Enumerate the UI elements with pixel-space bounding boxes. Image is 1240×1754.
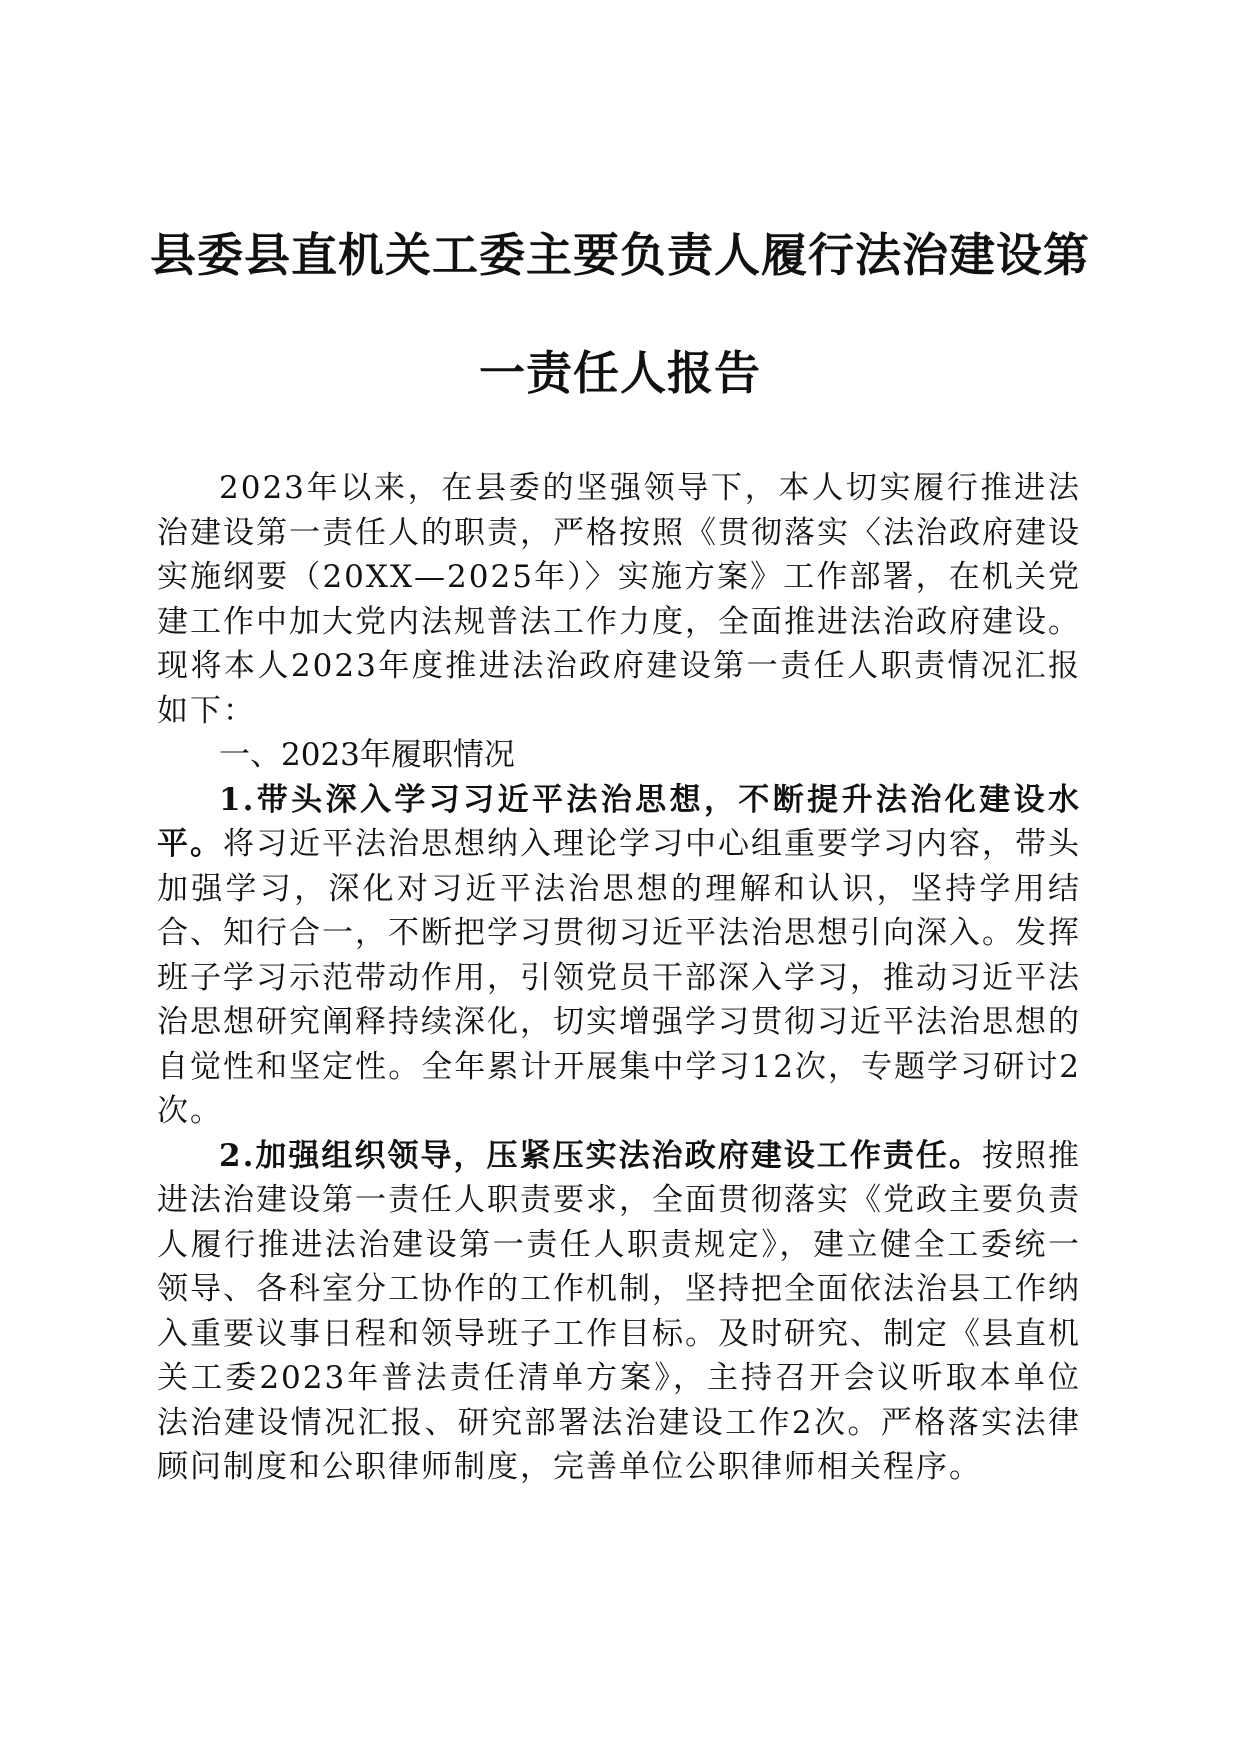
item-paragraph-1 bbox=[157, 778, 1081, 1134]
item-1-lead: 1.带头深入学习习近平法治思想，不断提升法治化建设水平。 bbox=[157, 781, 1081, 862]
item-paragraph-2 bbox=[157, 1134, 1081, 1490]
intro-paragraph: 2023年以来，在县委的坚强领导下，本人切实履行推进法治建设第一责任人的职责，严格按照《贯彻落实〈法治政府建设实施纲要（20XX—2025年）〉实施方案》工作部署，在机关党建工作中加大党内法规普法工作力度，全面推进法治政府建设。现将本人2023年度推进法治政府建设第一责任人职责情况汇报如下： bbox=[157, 470, 1081, 729]
item-2-lead: 2.加强组织领导，压紧压实法治政府建设工作责任。 bbox=[219, 1137, 982, 1174]
document-body bbox=[157, 466, 1081, 1490]
section-heading: 一、2023年履职情况 bbox=[219, 737, 515, 773]
document-title-line-2: 一责任人报告 bbox=[479, 346, 761, 400]
item-2-text: 按照推进法治建设第一责任人职责要求，全面贯彻落实《党政主要负责人履行推进法治建设第一责任人职责规定》，建立健全工委统一领导、各科室分工协作的工作机制，坚持把全面依法治县工作纳入重要议事日程和领导班子工作目标。及时研究、制定《县直机关工委2023年普法责任清单方案》，主持召开会议听取本单位法治建设情况汇报、研究部署法治建设工作2次。严格落实法律顾问制度和公职律师制度，完善单位公职律师相关程序。 bbox=[157, 1137, 1081, 1485]
document-title-line-1: 县委县直机关工委主要负责人履行法治建设第 bbox=[150, 228, 1090, 282]
item-1-text: 将习近平法治思想纳入理论学习中心组重要学习内容，带头加强学习，深化对习近平法治思想的理解和认识，坚持学用结合、知行合一，不断把学习贯彻习近平法治思想引向深入。发挥班子学习示范带动作用，引领党员干部深入学习，推动习近平法治思想研究阐释持续深化，切实增强学习贯彻习近平法治思想的自觉性和坚定性。全年累计开展集中学习12次，专题学习研讨2次。 bbox=[157, 826, 1081, 1129]
